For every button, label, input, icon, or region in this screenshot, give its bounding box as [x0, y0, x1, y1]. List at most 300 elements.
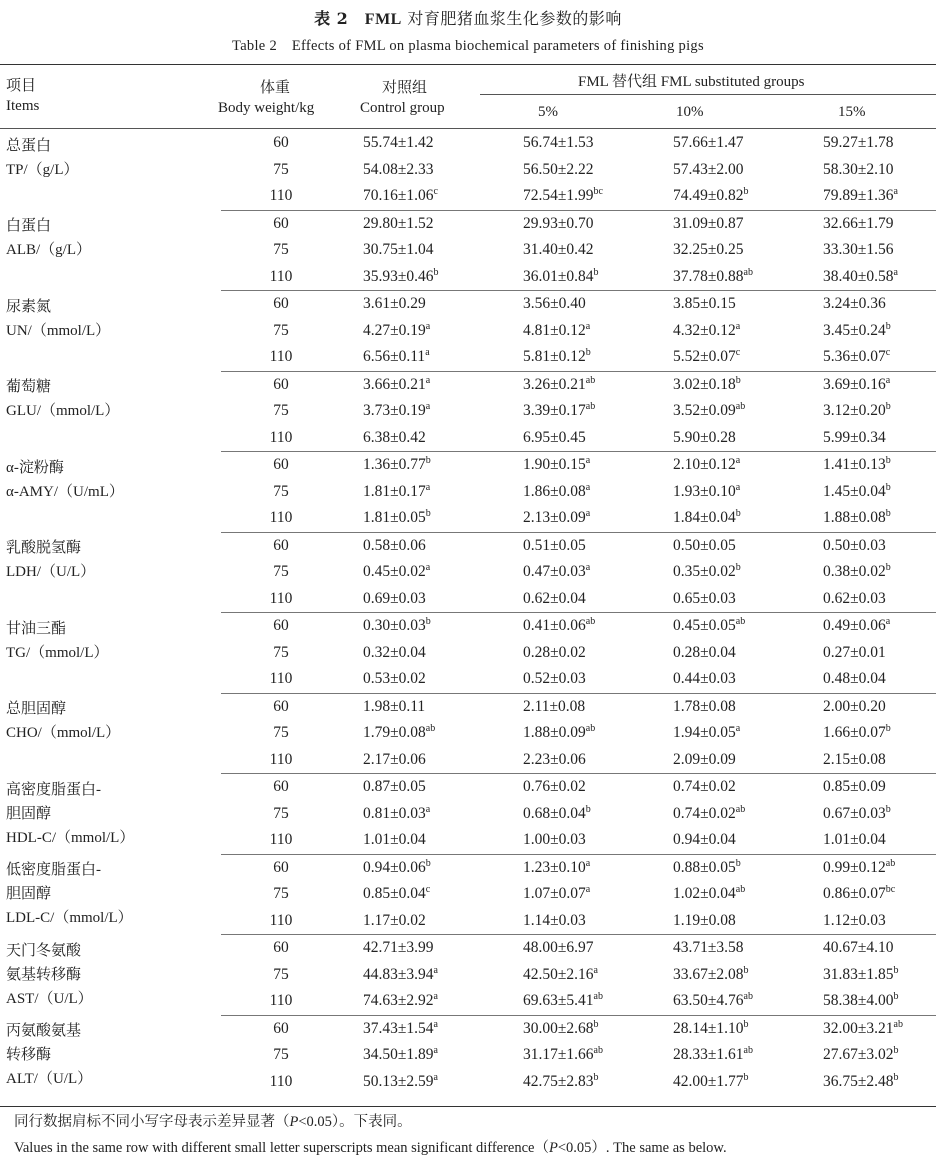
- value-text: 5.36±0.07: [823, 348, 886, 366]
- significance-superscript: b: [885, 401, 891, 413]
- value-cell: [823, 157, 936, 184]
- value-cell: [673, 666, 823, 693]
- table-row: [0, 613, 936, 640]
- value-cell: [823, 854, 936, 881]
- value-text: 2.09±0.09: [673, 750, 736, 768]
- value-text: 3.39±0.17: [523, 402, 586, 420]
- significance-superscript: a: [893, 266, 898, 278]
- table-row: [0, 935, 936, 962]
- significance-superscript: a: [433, 1045, 438, 1057]
- value-text: 1.12±0.03: [823, 911, 886, 929]
- value-text: 0.44±0.03: [673, 670, 736, 688]
- value-text: 0.94±0.04: [673, 831, 736, 849]
- significance-superscript: b: [743, 1071, 749, 1083]
- value-cell: [341, 640, 513, 667]
- value-text: 50.13±2.59: [363, 1072, 434, 1090]
- item-name-line: TP/（g/L）: [6, 162, 79, 178]
- significance-superscript: ab: [425, 723, 436, 735]
- value-text: 0.68±0.04: [523, 804, 586, 822]
- header-10pct: 10%: [676, 104, 704, 120]
- value-cell: [823, 210, 936, 237]
- item-name-line: HDL-C/（mmol/L）: [6, 829, 135, 846]
- value-text: 3.66±0.21: [363, 375, 426, 393]
- item-name-line: LDH/（U/L）: [6, 564, 96, 580]
- body-weight-cell: 75: [273, 482, 289, 500]
- significance-superscript: b: [893, 1071, 899, 1083]
- significance-superscript: ab: [585, 723, 596, 735]
- value-text: 30.75±1.04: [363, 241, 434, 259]
- table-row: [0, 452, 936, 479]
- item-name-line: 胆固醇: [6, 886, 52, 902]
- value-text: 2.10±0.12: [673, 456, 736, 474]
- body-weight-cell: 110: [221, 908, 341, 935]
- value-cell: [341, 720, 513, 747]
- value-text: 31.83±1.85: [823, 965, 894, 983]
- value-text: 38.40±0.58: [823, 267, 894, 285]
- value-cell: [341, 988, 513, 1015]
- value-text: 0.58±0.06: [363, 536, 426, 554]
- value-cell: [673, 157, 823, 184]
- value-cell: [673, 720, 823, 747]
- value-cell: [341, 881, 513, 908]
- value-text: 3.26±0.21: [523, 375, 586, 393]
- table-row: [0, 1015, 936, 1042]
- item-name-line: 白蛋白: [6, 218, 52, 234]
- significance-superscript: b: [743, 186, 749, 198]
- item-name-line: AST/（U/L）: [6, 990, 93, 1007]
- body-weight-cell: 60: [273, 536, 289, 554]
- value-cell: [513, 613, 673, 640]
- table-title-main: 对育肥猪血浆生化参数的影响: [401, 9, 622, 28]
- header-bw-cn: 体重: [260, 80, 291, 96]
- value-cell: [513, 371, 673, 398]
- significance-superscript: b: [885, 723, 891, 735]
- value-text: 55.74±1.42: [363, 134, 434, 152]
- value-text: 3.69±0.16: [823, 375, 886, 393]
- significance-superscript: bc: [593, 186, 603, 198]
- value-text: 1.88±0.09: [523, 724, 586, 742]
- item-name-line: ALB/（g/L）: [6, 242, 91, 258]
- item-name-line: α-AMY/（U/mL）: [6, 483, 124, 500]
- significance-superscript: a: [425, 401, 431, 413]
- value-text: 1.81±0.05: [363, 509, 426, 527]
- value-cell: [513, 479, 673, 506]
- value-text: 56.50±2.22: [523, 160, 594, 178]
- value-cell: [341, 854, 513, 881]
- value-cell: [823, 264, 936, 291]
- significance-superscript: ab: [743, 991, 753, 1003]
- value-cell: [823, 640, 936, 667]
- value-text: 1.93±0.10: [673, 482, 736, 500]
- value-cell: [823, 613, 936, 640]
- significance-superscript: ab: [593, 1045, 603, 1057]
- significance-superscript: a: [425, 320, 431, 332]
- value-cell: [341, 371, 513, 398]
- value-cell: [673, 210, 823, 237]
- value-text: 29.93±0.70: [523, 214, 594, 232]
- value-cell: [513, 988, 673, 1015]
- value-text: 79.89±1.36: [823, 187, 894, 205]
- item-name-line: 胆固醇: [6, 805, 52, 822]
- value-cell: [823, 962, 936, 989]
- significance-superscript: b: [735, 508, 741, 520]
- body-weight-cell: 75: [273, 1046, 289, 1064]
- value-text: 1.45±0.04: [823, 482, 886, 500]
- value-text: 5.81±0.12: [523, 348, 586, 366]
- value-text: 1.01±0.04: [363, 831, 426, 849]
- significance-superscript: ab: [735, 616, 746, 628]
- value-text: 28.14±1.10: [673, 1019, 744, 1037]
- value-cell: [673, 988, 823, 1015]
- value-text: 1.90±0.15: [523, 456, 586, 474]
- value-cell: [673, 452, 823, 479]
- value-cell: [341, 1069, 513, 1096]
- significance-superscript: c: [735, 347, 741, 359]
- value-cell: [823, 935, 936, 962]
- value-text: 3.73±0.19: [363, 402, 426, 420]
- value-text: 3.02±0.18: [673, 375, 736, 393]
- significance-superscript: c: [885, 347, 891, 359]
- value-text: 0.27±0.01: [823, 643, 886, 661]
- significance-superscript: a: [433, 1071, 438, 1083]
- value-text: 48.00±6.97: [523, 939, 594, 957]
- significance-superscript: b: [425, 616, 431, 628]
- body-weight-cell: 110: [221, 666, 341, 693]
- value-text: 0.67±0.03: [823, 804, 886, 822]
- value-text: 1.84±0.04: [673, 509, 736, 527]
- value-cell: [513, 693, 673, 720]
- value-cell: [341, 183, 513, 210]
- significance-superscript: b: [885, 803, 891, 815]
- value-text: 3.61±0.29: [363, 295, 426, 313]
- value-cell: [513, 264, 673, 291]
- value-text: 1.14±0.03: [523, 911, 586, 929]
- value-cell: [673, 908, 823, 935]
- value-cell: [341, 827, 513, 854]
- significance-superscript: a: [585, 508, 591, 520]
- value-text: 42.71±3.99: [363, 939, 434, 957]
- value-text: 54.08±2.33: [363, 160, 434, 178]
- value-cell: [673, 505, 823, 532]
- value-cell: [341, 264, 513, 291]
- significance-superscript: ab: [743, 266, 753, 278]
- value-text: 57.66±1.47: [673, 134, 744, 152]
- value-cell: [673, 881, 823, 908]
- significance-superscript: b: [885, 562, 891, 574]
- table-row: [0, 693, 936, 720]
- value-text: 69.63±5.41: [523, 992, 594, 1010]
- significance-superscript: a: [735, 723, 741, 735]
- value-cell: [823, 505, 936, 532]
- value-cell: [673, 371, 823, 398]
- value-cell: [673, 962, 823, 989]
- value-cell: [513, 1042, 673, 1069]
- footnote-cn: 同行数据肩标不同小写字母表示差异显著（P<0.05）。下表同。: [14, 1114, 412, 1130]
- body-weight-cell: 110: [221, 505, 341, 532]
- significance-superscript: b: [893, 991, 899, 1003]
- value-cell: [513, 1069, 673, 1096]
- value-text: 4.32±0.12: [673, 321, 736, 339]
- significance-superscript: b: [885, 455, 891, 467]
- value-cell: [341, 291, 513, 318]
- body-weight-cell: 75: [273, 965, 289, 983]
- item-name-line: 总蛋白: [6, 138, 52, 154]
- body-weight-cell: 110: [221, 183, 341, 210]
- value-cell: [513, 881, 673, 908]
- value-cell: [513, 827, 673, 854]
- value-cell: [823, 532, 936, 559]
- body-weight-cell: 60: [273, 939, 289, 957]
- significance-superscript: ab: [743, 1045, 753, 1057]
- value-text: 1.88±0.08: [823, 509, 886, 527]
- table-row: [0, 532, 936, 559]
- item-name-line: 低密度脂蛋白-: [6, 862, 101, 878]
- value-cell: [823, 318, 936, 345]
- value-text: 0.50±0.03: [823, 536, 886, 554]
- item-name-line: 尿素氮: [6, 298, 52, 315]
- significance-superscript: ab: [735, 401, 746, 413]
- value-text: 36.75±2.48: [823, 1072, 894, 1090]
- significance-superscript: c: [433, 186, 438, 198]
- value-cell: [513, 774, 673, 801]
- item-name-line: α-淀粉酶: [6, 459, 64, 476]
- body-weight-cell: 75: [273, 643, 289, 661]
- value-text: 0.62±0.03: [823, 589, 886, 607]
- significance-superscript: a: [425, 562, 431, 574]
- item-name-line: 高密度脂蛋白-: [6, 781, 101, 798]
- value-text: 58.38±4.00: [823, 992, 894, 1010]
- significance-superscript: a: [585, 562, 591, 574]
- table-row: [0, 371, 936, 398]
- value-cell: [823, 1042, 936, 1069]
- value-text: 28.33±1.61: [673, 1046, 744, 1064]
- value-text: 3.52±0.09: [673, 402, 736, 420]
- value-text: 1.86±0.08: [523, 482, 586, 500]
- value-text: 2.15±0.08: [823, 750, 886, 768]
- value-text: 31.09±0.87: [673, 214, 744, 232]
- value-cell: [341, 962, 513, 989]
- significance-superscript: ab: [593, 991, 603, 1003]
- value-cell: [673, 318, 823, 345]
- item-name-line: 总胆固醇: [6, 701, 67, 717]
- header-bw-en: Body weight/kg: [218, 100, 315, 116]
- value-text: 1.23±0.10: [523, 858, 586, 876]
- value-cell: [823, 693, 936, 720]
- significance-superscript: ab: [585, 616, 596, 628]
- value-text: 43.71±3.58: [673, 939, 744, 957]
- value-cell: [823, 586, 936, 613]
- body-weight-cell: 110: [221, 264, 341, 291]
- body-weight-cell: 110: [221, 425, 341, 452]
- value-text: 0.45±0.02: [363, 563, 426, 581]
- value-cell: [673, 693, 823, 720]
- value-cell: [513, 908, 673, 935]
- value-text: 1.17±0.02: [363, 911, 426, 929]
- item-name-line: ALT/（U/L）: [6, 1071, 93, 1087]
- value-cell: [341, 801, 513, 828]
- value-cell: [823, 1069, 936, 1096]
- item-name: [0, 210, 221, 291]
- value-text: 0.28±0.02: [523, 643, 586, 661]
- value-cell: [823, 371, 936, 398]
- value-cell: [823, 801, 936, 828]
- value-text: 4.27±0.19: [363, 321, 426, 339]
- value-cell: [513, 291, 673, 318]
- value-cell: [341, 613, 513, 640]
- value-text: 5.52±0.07: [673, 348, 736, 366]
- body-weight-cell: 75: [273, 804, 289, 822]
- significance-superscript: a: [893, 186, 898, 198]
- significance-superscript: ab: [585, 401, 596, 413]
- value-text: 31.17±1.66: [523, 1046, 594, 1064]
- body-weight-cell: 75: [273, 321, 289, 339]
- value-cell: [513, 586, 673, 613]
- value-cell: [513, 935, 673, 962]
- value-cell: [341, 935, 513, 962]
- significance-superscript: a: [735, 320, 741, 332]
- significance-superscript: b: [735, 374, 741, 386]
- value-text: 0.69±0.03: [363, 589, 426, 607]
- value-text: 0.49±0.06: [823, 617, 886, 635]
- value-cell: [823, 720, 936, 747]
- value-cell: [823, 881, 936, 908]
- value-text: 0.48±0.04: [823, 670, 886, 688]
- value-text: 1.02±0.04: [673, 885, 736, 903]
- value-text: 3.12±0.20: [823, 402, 886, 420]
- value-text: 31.40±0.42: [523, 241, 594, 259]
- significance-superscript: ab: [585, 374, 596, 386]
- value-text: 0.45±0.05: [673, 617, 736, 635]
- value-text: 57.43±2.00: [673, 160, 744, 178]
- value-cell: [673, 559, 823, 586]
- value-cell: [341, 425, 513, 452]
- value-cell: [341, 586, 513, 613]
- significance-superscript: a: [425, 481, 431, 493]
- body-weight-cell: 60: [273, 778, 289, 796]
- value-text: 2.17±0.06: [363, 750, 426, 768]
- value-text: 0.47±0.03: [523, 563, 586, 581]
- value-text: 32.66±1.79: [823, 214, 894, 232]
- item-name: [0, 130, 221, 210]
- value-cell: [673, 774, 823, 801]
- significance-superscript: a: [885, 616, 891, 628]
- value-cell: [823, 130, 936, 157]
- item-name-line: 氨基转移酶: [6, 966, 82, 983]
- value-cell: [823, 237, 936, 264]
- significance-superscript: a: [433, 1018, 438, 1030]
- value-cell: [673, 237, 823, 264]
- table-row: [0, 130, 936, 157]
- value-cell: [513, 666, 673, 693]
- value-cell: [823, 827, 936, 854]
- value-cell: [673, 747, 823, 774]
- significance-superscript: b: [743, 1018, 749, 1030]
- value-cell: [341, 747, 513, 774]
- value-text: 3.56±0.40: [523, 295, 586, 313]
- value-cell: [513, 747, 673, 774]
- value-text: 0.85±0.09: [823, 778, 886, 796]
- value-text: 33.67±2.08: [673, 965, 744, 983]
- body-weight-cell: 75: [273, 724, 289, 742]
- header-fml-group: FML 替代组 FML substituted groups: [578, 74, 805, 90]
- header-control-en: Control group: [360, 100, 445, 116]
- significance-superscript: a: [433, 964, 438, 976]
- significance-superscript: a: [585, 455, 591, 467]
- header-bottom-rule: [0, 128, 936, 129]
- value-cell: [673, 801, 823, 828]
- value-text: 0.94±0.06: [363, 858, 426, 876]
- value-text: 0.85±0.04: [363, 885, 426, 903]
- value-text: 1.66±0.07: [823, 724, 886, 742]
- top-rule: [0, 64, 936, 65]
- value-text: 32.25±0.25: [673, 241, 744, 259]
- value-text: 1.01±0.04: [823, 831, 886, 849]
- value-cell: [341, 210, 513, 237]
- significance-superscript: b: [425, 455, 431, 467]
- value-cell: [673, 398, 823, 425]
- significance-superscript: a: [433, 991, 438, 1003]
- item-name: [0, 693, 221, 774]
- significance-superscript: b: [735, 857, 741, 869]
- significance-superscript: c: [425, 884, 431, 896]
- value-cell: [341, 908, 513, 935]
- table-row: [0, 854, 936, 881]
- value-text: 4.81±0.12: [523, 321, 586, 339]
- significance-superscript: a: [425, 803, 431, 815]
- body-weight-cell: 60: [273, 858, 289, 876]
- header-control-cn: 对照组: [382, 80, 428, 96]
- value-text: 70.16±1.06: [363, 187, 434, 205]
- value-cell: [823, 666, 936, 693]
- value-text: 1.00±0.03: [523, 831, 586, 849]
- value-cell: [341, 693, 513, 720]
- item-name: [0, 613, 221, 694]
- value-cell: [673, 1069, 823, 1096]
- value-text: 0.62±0.04: [523, 589, 586, 607]
- value-cell: [341, 505, 513, 532]
- header-items-cn: 项目: [6, 78, 37, 94]
- value-text: 59.27±1.78: [823, 134, 894, 152]
- value-cell: [513, 398, 673, 425]
- significance-superscript: bc: [885, 884, 896, 896]
- significance-superscript: b: [593, 1018, 599, 1030]
- significance-superscript: b: [885, 320, 891, 332]
- value-text: 2.23±0.06: [523, 750, 586, 768]
- header-5pct: 5%: [538, 104, 558, 120]
- body-weight-cell: 60: [273, 214, 289, 232]
- value-text: 0.41±0.06: [523, 617, 586, 635]
- significance-superscript: b: [593, 1071, 599, 1083]
- value-cell: [513, 559, 673, 586]
- value-cell: [823, 425, 936, 452]
- value-cell: [513, 720, 673, 747]
- value-cell: [823, 559, 936, 586]
- body-weight-cell: 110: [269, 1072, 293, 1090]
- body-weight-cell: 75: [273, 160, 289, 178]
- value-cell: [823, 479, 936, 506]
- value-text: 1.81±0.17: [363, 482, 426, 500]
- value-cell: [673, 479, 823, 506]
- value-text: 30.00±2.68: [523, 1019, 594, 1037]
- value-text: 1.78±0.08: [673, 697, 736, 715]
- significance-superscript: a: [585, 481, 591, 493]
- value-text: 0.86±0.07: [823, 885, 886, 903]
- significance-superscript: a: [425, 374, 431, 386]
- value-text: 74.63±2.92: [363, 992, 434, 1010]
- value-cell: [823, 988, 936, 1015]
- header-items-en: Items: [6, 98, 40, 114]
- item-name: [0, 452, 221, 533]
